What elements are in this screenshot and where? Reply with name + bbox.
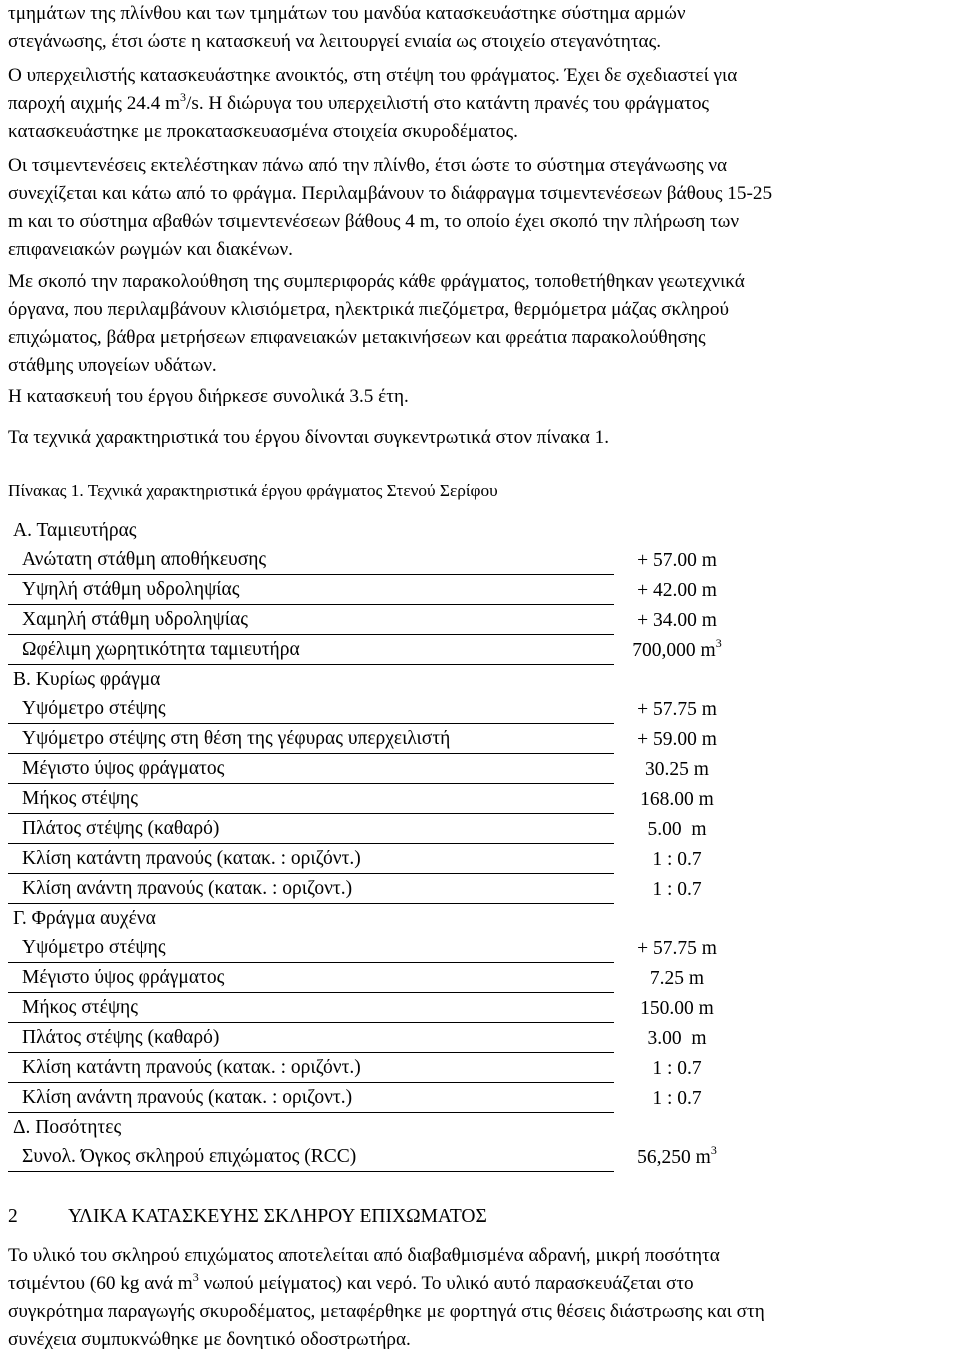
- table-caption: Πίνακας 1. Τεχνικά χαρακτηριστικά έργου φράγματος Στενού Σερίφου: [8, 481, 498, 500]
- section-title: Δ. Ποσότητες: [13, 1117, 122, 1138]
- text-fragment: νωπού μείγματος) και νερό. Το υλικό αυτό παρασκευάζεται στο: [198, 1273, 694, 1294]
- row-value: 1 : 0.7: [652, 1057, 702, 1079]
- paragraph-table-reference: Τα τεχνικά χαρακτηριστικά του έργου δίνονται συγκεντρωτικά στον πίνακα 1.: [8, 427, 609, 448]
- paragraph-duration: Η κατασκευή του έργου διήρκεσε συνολικά 3.5 έτη.: [8, 386, 409, 407]
- row-label: Πλάτος στέψης (καθαρό): [8, 814, 614, 844]
- row-label: Κλίση ανάντη πρανούς (κατακ. : οριζοντ.): [8, 874, 614, 904]
- table-row: [8, 605, 740, 635]
- text-line: συνεχίζεται και κάτω από το φράγμα. Περιλαμβάνουν το διάφραγμα τσιμεντενέσεων βάθους 15-25: [8, 183, 773, 204]
- row-value: + 34.00 m: [637, 609, 717, 631]
- row-label: Υψηλή στάθμη υδροληψίας: [8, 575, 614, 605]
- row-value: 30.25 m: [645, 758, 709, 780]
- table-row: [8, 635, 740, 665]
- superscript: 3: [715, 636, 722, 650]
- text-line: κατασκευάστηκε με προκατασκευασμένα στοιχεία σκυροδέματος.: [8, 121, 518, 142]
- row-value: 5.00 m: [647, 818, 707, 840]
- text-line: Ο υπερχειλιστής κατασκευάστηκε ανοικτός, στη στέψη του φράγματος. Έχει δε σχεδιαστεί για: [8, 65, 738, 86]
- row-value: + 57.75 m: [637, 937, 717, 959]
- row-value: 1 : 0.7: [652, 878, 702, 900]
- section-title: Β. Κυρίως φράγμα: [13, 669, 161, 690]
- text-fragment: παροχή αιχμής 24.4 m: [8, 93, 181, 114]
- value-text: 56,250 m: [637, 1146, 711, 1168]
- text-line: m και το σύστημα αβαθών τσιμεντενέσεων βάθους 4 m, το οποίο έχει σκοπό την πλήρωση των: [8, 211, 740, 232]
- text-fragment: /s. Η διώρυγα του υπερχειλιστή στο κατάντη πρανές του φράγματος: [186, 93, 710, 114]
- table-row: [8, 754, 740, 784]
- row-value: 150.00 m: [640, 997, 714, 1019]
- table-row: [8, 1142, 740, 1172]
- text-line: στάθμης υπογείων υδάτων.: [8, 355, 217, 376]
- superscript: 3: [710, 1143, 717, 1157]
- section-heading: [8, 1203, 487, 1231]
- row-label: Κλίση ανάντη πρανούς (κατακ. : οριζοντ.): [8, 1083, 614, 1113]
- text-line: συγκρότημα παραγωγής σκυροδέματος, μεταφέρθηκε με φορτηγά στις θέσεις διάστρωσης και στη: [8, 1301, 765, 1322]
- row-label: Μήκος στέψης: [8, 784, 614, 814]
- table-section-row: [8, 665, 740, 695]
- table-row: [8, 784, 740, 814]
- row-label: Ανώτατη στάθμη αποθήκευσης: [8, 545, 614, 575]
- row-label: Υψόμετρο στέψης στη θέση της γέφυρας υπερχειλιστή: [8, 724, 614, 754]
- row-label: Συνολ. Όγκος σκληρού επιχώματος (RCC): [8, 1142, 614, 1172]
- row-value: [614, 635, 740, 665]
- row-label: Κλίση κατάντη πρανούς (κατακ. : οριζόντ.): [8, 844, 614, 874]
- row-label: Υψόμετρο στέψης: [8, 694, 614, 724]
- table-row: [8, 724, 740, 754]
- text-line: [8, 1270, 960, 1298]
- row-value: + 57.75 m: [637, 698, 717, 720]
- paragraph-instrumentation: [8, 268, 960, 380]
- superscript: 3: [180, 89, 187, 104]
- table-row: [8, 575, 740, 605]
- row-value: 168.00 m: [640, 788, 714, 810]
- text-line: Οι τσιμεντενέσεις εκτελέστηκαν πάνω από την πλίνθο, έτσι ώστε το σύστημα στεγάνωσης να: [8, 155, 728, 176]
- row-value: + 42.00 m: [637, 579, 717, 601]
- row-value: 1 : 0.7: [652, 1087, 702, 1109]
- row-label: Πλάτος στέψης (καθαρό): [8, 1023, 614, 1053]
- row-value: 3.00 m: [647, 1027, 707, 1049]
- technical-characteristics-table: [8, 516, 740, 1172]
- table-row: [8, 545, 740, 575]
- section-title: Γ. Φράγμα αυχένα: [13, 908, 156, 929]
- row-label: Μέγιστο ύψος φράγματος: [8, 754, 614, 784]
- table-row: [8, 1083, 740, 1113]
- row-label: Κλίση κατάντη πρανούς (κατακ. : οριζόντ.): [8, 1053, 614, 1083]
- table-row: [8, 1053, 740, 1083]
- section-title: Α. Ταμιευτήρας: [13, 520, 137, 541]
- row-value: + 59.00 m: [637, 728, 717, 750]
- text-line: επιχώματος, βάθρα μετρήσεων επιφανειακών μετακινήσεων και φρεάτια παρακολούθησης: [8, 327, 706, 348]
- superscript: 3: [192, 1269, 199, 1284]
- text-line: συνέχεια συμπυκνώθηκε με δονητικό οδοστρωτήρα.: [8, 1329, 411, 1350]
- paragraph-rcc-material: [8, 1242, 960, 1354]
- row-label: Χαμηλή στάθμη υδροληψίας: [8, 605, 614, 635]
- row-value: 7.25 m: [649, 967, 705, 989]
- text-line: Το υλικό του σκληρού επιχώματος αποτελείται από διαβαθμισμένα αδρανή, μικρή ποσότητα: [8, 1245, 720, 1266]
- table-row: [8, 814, 740, 844]
- table-row: [8, 1023, 740, 1053]
- row-label: Υψόμετρο στέψης: [8, 933, 614, 963]
- text-line: στεγάνωσης, έτσι ώστε η κατασκευή να λειτουργεί ενιαία ως στοιχείο στεγανότητας.: [8, 31, 662, 52]
- table-row: [8, 694, 740, 724]
- section-title: ΥΛΙΚΑ ΚΑΤΑΣΚΕΥΗΣ ΣΚΛΗΡΟΥ ΕΠΙΧΩΜΑΤΟΣ: [68, 1206, 487, 1227]
- row-value: [614, 1142, 740, 1172]
- paragraph-sealing-joints: [8, 0, 960, 56]
- value-text: 700,000 m: [632, 639, 716, 661]
- table-section-row: [8, 904, 740, 934]
- table-row: [8, 844, 740, 874]
- paragraph-spillway: [8, 62, 960, 146]
- text-line: [8, 90, 960, 118]
- text-line: Με σκοπό την παρακολούθηση της συμπεριφοράς κάθε φράγματος, τοποθετήθηκαν γεωτεχνικά: [8, 271, 745, 292]
- table-row: [8, 963, 740, 993]
- table-section-row: [8, 516, 740, 545]
- row-label: Μέγιστο ύψος φράγματος: [8, 963, 614, 993]
- row-value: 1 : 0.7: [652, 848, 702, 870]
- row-label: Ωφέλιμη χωρητικότητα ταμιευτήρα: [8, 635, 614, 665]
- table-row: [8, 993, 740, 1023]
- row-label: Μήκος στέψης: [8, 993, 614, 1023]
- text-fragment: τσιμέντου (60 kg ανά m: [8, 1273, 193, 1294]
- row-value: + 57.00 m: [637, 549, 717, 571]
- table-row: [8, 874, 740, 904]
- text-line: τμημάτων της πλίνθου και των τμημάτων του μανδύα κατασκευάστηκε σύστημα αρμών: [8, 3, 686, 24]
- text-line: επιφανειακών ρωγμών και διακένων.: [8, 239, 293, 260]
- section-number: 2: [8, 1206, 18, 1227]
- text-line: όργανα, που περιλαμβάνουν κλισιόμετρα, ηλεκτρικά πιεζόμετρα, θερμόμετρα μάζας σκληρού: [8, 299, 730, 320]
- paragraph-grouting: [8, 152, 960, 264]
- table-row: [8, 933, 740, 963]
- table-section-row: [8, 1113, 740, 1143]
